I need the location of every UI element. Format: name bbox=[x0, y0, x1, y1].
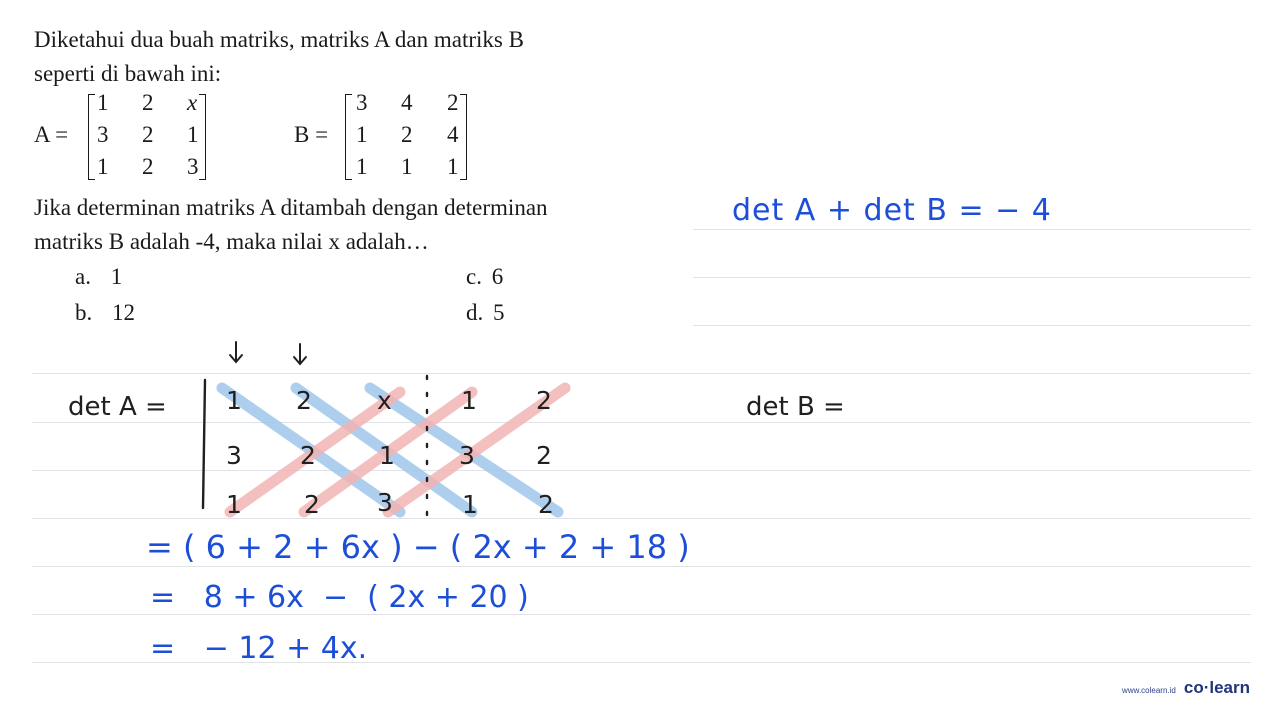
question-line-2: seperti di bawah ini: bbox=[34, 61, 222, 86]
matrix-b-cell: 1 bbox=[401, 154, 413, 179]
step-3: = − 12 + 4x. bbox=[150, 631, 368, 666]
sarrus-cell: 2 bbox=[304, 490, 320, 519]
matrix-a-cell: 3 bbox=[97, 122, 109, 147]
option-value: 5 bbox=[493, 300, 505, 325]
sarrus-cell: 3 bbox=[226, 441, 242, 470]
matrix-a-cell: x bbox=[187, 90, 198, 115]
matrix-b-cell: 1 bbox=[447, 154, 459, 179]
matrix-b-cell: 4 bbox=[447, 122, 459, 147]
sarrus-cell: 2 bbox=[538, 490, 554, 519]
option-letter: b. bbox=[75, 300, 93, 325]
down-arrow-icon bbox=[294, 344, 306, 364]
question-line-4: matriks B adalah -4, maka nilai x adalah… bbox=[34, 229, 429, 254]
matrix-b-cell: 3 bbox=[356, 90, 368, 115]
sarrus-cell: 1 bbox=[379, 441, 395, 470]
sarrus-cell: 3 bbox=[459, 441, 475, 470]
matrix-a-cell: 1 bbox=[97, 154, 109, 179]
det-a-label: det A = bbox=[68, 392, 167, 422]
sarrus-cell: 2 bbox=[536, 441, 552, 470]
question-line-1: Diketahui dua buah matriks, matriks A dan matriks B bbox=[34, 27, 524, 52]
sarrus-cell: 1 bbox=[462, 490, 478, 519]
matrix-a-cell: 2 bbox=[142, 122, 154, 147]
matrix-b-cell: 1 bbox=[356, 154, 368, 179]
matrix-b-cell: 2 bbox=[401, 122, 413, 147]
sarrus-cell: 1 bbox=[461, 386, 477, 415]
sarrus-cell: 1 bbox=[226, 386, 242, 415]
option-letter: a. bbox=[75, 264, 91, 289]
matrix-b-cell: 4 bbox=[401, 90, 413, 115]
matrix-b-label: B = bbox=[294, 122, 329, 147]
matrix-a-cell: 3 bbox=[187, 154, 199, 179]
sarrus-cell: 2 bbox=[300, 441, 316, 470]
given-equation: det A + det B = − 4 bbox=[732, 193, 1052, 228]
matrix-a-cell: 1 bbox=[187, 122, 199, 147]
determinant-bar-left bbox=[203, 380, 205, 508]
matrix-a-cell: 1 bbox=[97, 90, 109, 115]
sarrus-cell: 1 bbox=[226, 490, 242, 519]
sarrus-cell: 2 bbox=[536, 386, 552, 415]
question-line-3: Jika determinan matriks A ditambah dengan determinan bbox=[34, 195, 548, 220]
sarrus-cell: x bbox=[377, 386, 392, 415]
down-arrow-icon bbox=[230, 342, 242, 362]
det-b-label: det B = bbox=[746, 392, 845, 422]
option-value: 1 bbox=[110, 264, 123, 289]
matrix-a-label: A = bbox=[34, 122, 69, 147]
matrix-b-cell: 2 bbox=[447, 90, 459, 115]
down-arrow-icons bbox=[230, 342, 306, 364]
step-1: = ( 6 + 2 + 6x ) − ( 2x + 2 + 18 ) bbox=[146, 528, 690, 566]
option-letter: c. bbox=[466, 264, 482, 289]
matrix-a-cell: 2 bbox=[142, 90, 154, 115]
step-2: = 8 + 6x − ( 2x + 20 ) bbox=[150, 580, 529, 615]
brand-logo: co·learn bbox=[1183, 678, 1250, 697]
option-letter: d. bbox=[466, 300, 484, 325]
matrix-a-cell: 2 bbox=[142, 154, 154, 179]
option-value: 6 bbox=[491, 264, 504, 289]
sarrus-cell: 3 bbox=[377, 488, 393, 517]
option-value: 12 bbox=[112, 300, 135, 325]
matrix-b-cell: 1 bbox=[356, 122, 368, 147]
sarrus-cell: 2 bbox=[296, 386, 312, 415]
brand-watermark bbox=[1122, 678, 1250, 698]
brand-url: www.colearn.id bbox=[1122, 686, 1176, 695]
determinant-bar bbox=[203, 380, 205, 508]
